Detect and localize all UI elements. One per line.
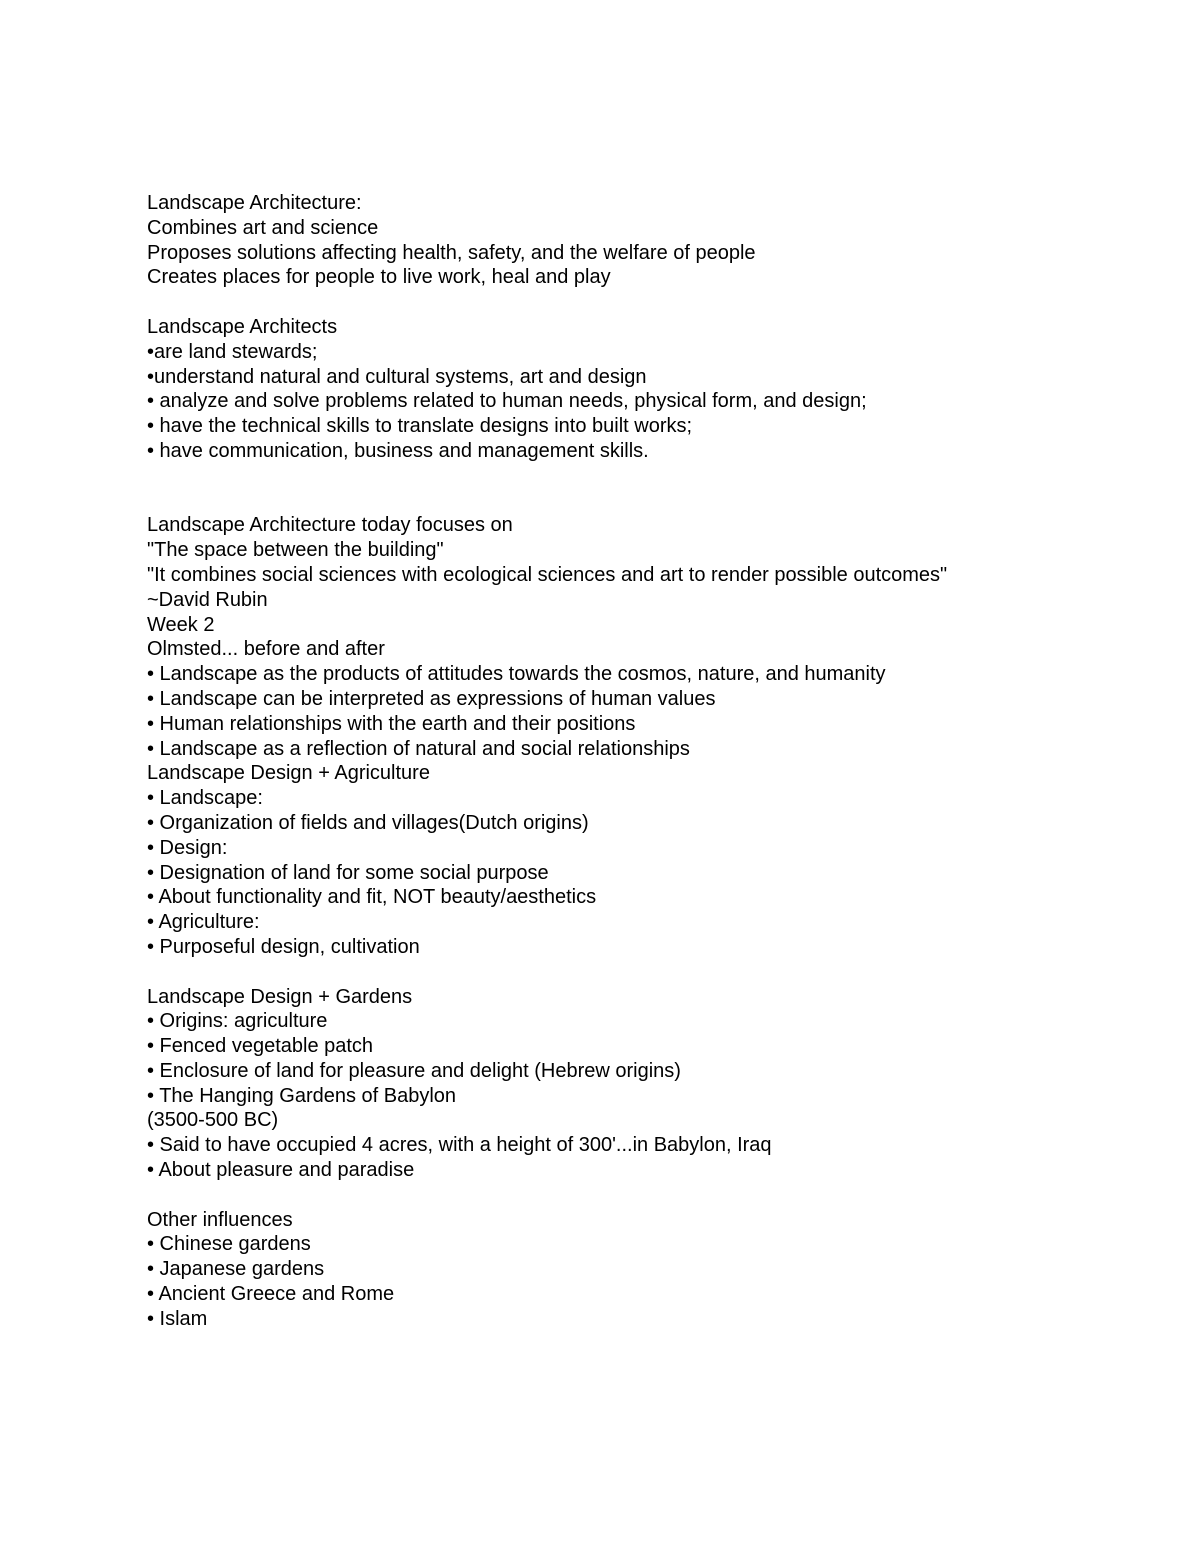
bullet-item: •understand natural and cultural systems, art and design xyxy=(147,365,647,388)
bullet-item: • About functionality and fit, NOT beauty/aesthetics xyxy=(147,886,597,909)
bullet-item: • The Hanging Gardens of Babylon xyxy=(147,1084,457,1107)
bullet-item: • have the technical skills to translate designs into built works; xyxy=(147,415,693,438)
bullet-item: • analyze and solve problems related to human needs, physical form, and design; xyxy=(147,390,867,413)
bullet-item: • have communication, business and management skills. xyxy=(147,439,649,462)
bullet-item: • Islam xyxy=(147,1307,208,1330)
subheading-agriculture: Landscape Design + Agriculture xyxy=(147,762,430,785)
bullet-item: • Chinese gardens xyxy=(147,1233,311,1256)
text-line: Creates places for people to live work, heal and play xyxy=(147,266,611,289)
document-body xyxy=(147,191,1147,1332)
bullet-item: • Landscape: xyxy=(147,787,263,810)
blank-lines xyxy=(147,464,1147,514)
bullet-item: •are land stewards; xyxy=(147,340,318,363)
bullet-item: • Enclosure of land for pleasure and delight (Hebrew origins) xyxy=(147,1059,681,1082)
blank-line xyxy=(147,960,1147,985)
bullet-item: • Purposeful design, cultivation xyxy=(147,935,420,958)
section-heading-today: Landscape Architecture today focuses on xyxy=(147,514,513,537)
text-line: Combines art and science xyxy=(147,216,379,239)
quote-line: "The space between the building" xyxy=(147,539,444,562)
bullet-item: • Designation of land for some social purpose xyxy=(147,861,549,884)
text-line: Proposes solutions affecting health, safety, and the welfare of people xyxy=(147,241,756,264)
bullet-item: • Fenced vegetable patch xyxy=(147,1035,374,1058)
bullet-item: • Landscape as a reflection of natural and social relationships xyxy=(147,737,690,760)
text-line: Olmsted... before and after xyxy=(147,638,385,661)
week-label: Week 2 xyxy=(147,613,215,636)
section-heading-landscape-architecture: Landscape Architecture: xyxy=(147,192,362,214)
bullet-item: • Landscape can be interpreted as expressions of human values xyxy=(147,687,716,710)
section-heading-landscape-architects: Landscape Architects xyxy=(147,315,338,338)
bullet-item: • Origins: agriculture xyxy=(147,1010,328,1033)
bullet-item: • Organization of fields and villages(Dutch origins) xyxy=(147,811,589,834)
bullet-item: • Design: xyxy=(147,836,228,859)
bullet-item: • Agriculture: xyxy=(147,911,260,934)
blank-line xyxy=(147,1183,1147,1208)
quote-line: "It combines social sciences with ecological sciences and art to render possible outcomes" xyxy=(147,563,948,586)
blank-line xyxy=(147,290,1147,315)
quote-attribution: ~David Rubin xyxy=(147,588,268,611)
section-heading-influences: Other influences xyxy=(147,1208,293,1231)
bullet-item: • Human relationships with the earth and their positions xyxy=(147,712,636,735)
date-range: (3500-500 BC) xyxy=(147,1109,279,1132)
bullet-item: • About pleasure and paradise xyxy=(147,1159,415,1182)
bullet-item: • Landscape as the products of attitudes towards the cosmos, nature, and humanity xyxy=(147,663,886,686)
section-heading-gardens: Landscape Design + Gardens xyxy=(147,985,413,1008)
bullet-item: • Ancient Greece and Rome xyxy=(147,1283,395,1306)
bullet-item: • Said to have occupied 4 acres, with a height of 300'...in Babylon, Iraq xyxy=(147,1134,772,1157)
bullet-item: • Japanese gardens xyxy=(147,1258,325,1281)
